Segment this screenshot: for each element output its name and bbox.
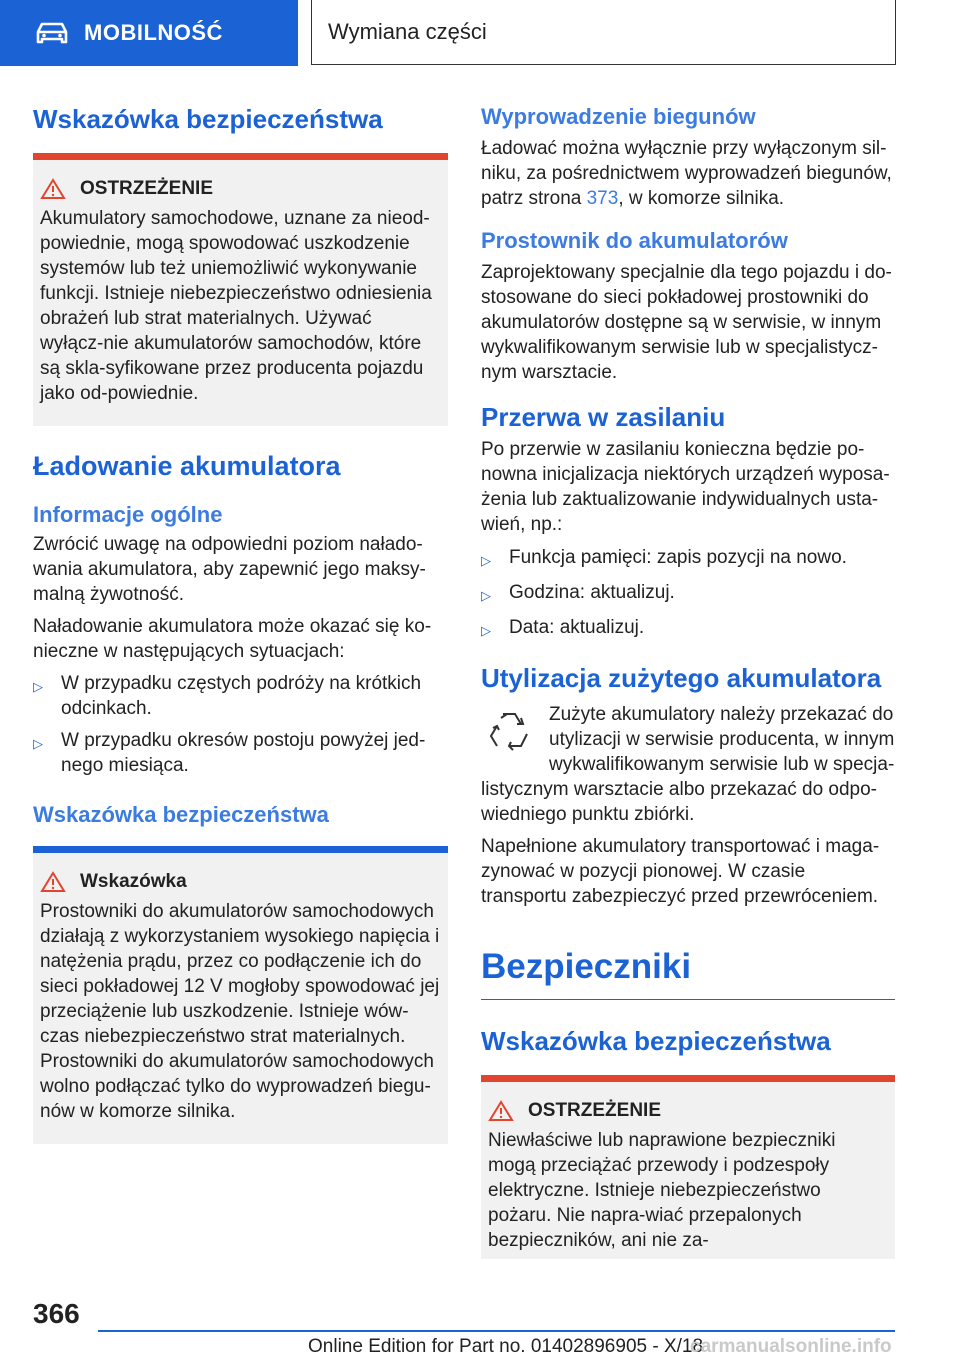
bullet-triangle-icon: ▷ bbox=[33, 679, 43, 694]
poles-text bbox=[481, 136, 895, 211]
list-item bbox=[481, 545, 895, 573]
left-column bbox=[33, 100, 448, 1144]
note-heading bbox=[40, 871, 440, 893]
list-item bbox=[33, 671, 448, 721]
footer-divider bbox=[98, 1330, 895, 1332]
disposal-text-2: Napełnione akumulatory transportować i maga-zynować w pozycji pionowej. W czasie transportu zabezpieczyć przed przewróceniem. bbox=[481, 836, 880, 907]
bullet-text: Godzina: aktualizuj. bbox=[509, 582, 675, 603]
warning-triangle-icon bbox=[488, 1100, 514, 1122]
note-box bbox=[33, 853, 448, 1144]
poles-text-b: , w komorze silnika. bbox=[618, 188, 785, 209]
outage-title: Przerwa w zasilaniu bbox=[481, 402, 726, 432]
warning-bar-red-2 bbox=[481, 1075, 895, 1082]
warning-text-2: Niewłaściwe lub naprawione bezpieczniki mogą przeciążać przewody i podzespoły elektryczne. Istnieje niebezpieczeństwo pożaru. Nie napra-wiać przepalonych bezpieczników, ani nie za- bbox=[488, 1130, 836, 1251]
charging-title: Ładowanie akumulatora bbox=[33, 451, 341, 481]
fuses-title: Bezpieczniki bbox=[481, 947, 692, 986]
chapter-header bbox=[311, 0, 896, 65]
safety-title-3: Wskazówka bezpieczeństwa bbox=[481, 1026, 831, 1056]
chapter-title: Wymiana części bbox=[328, 19, 487, 44]
bullet-text: Funkcja pamięci: zapis pozycji na nowo. bbox=[509, 547, 847, 568]
bullet-text: W przypadku częstych podróży na krótkich odcinkach. bbox=[61, 673, 422, 719]
bullet-text: W przypadku okresów postoju powyżej jed-nego miesiąca. bbox=[61, 730, 426, 776]
warning-triangle-icon bbox=[40, 871, 66, 893]
warning-triangle-icon bbox=[40, 178, 66, 200]
charger-text: Zaprojektowany specjalnie dla tego pojazdu i do-stosowane do sieci pokładowej prostowniki do akumulatorów dostępne są w serwisie, w innym wykwalifikowanym serwisie lub w specjalistycz-nym warsztacie. bbox=[481, 262, 892, 383]
recycle-icon bbox=[483, 706, 535, 758]
list-item bbox=[33, 728, 448, 778]
warning-bar-red bbox=[33, 153, 448, 160]
charger-title: Prostownik do akumulatorów bbox=[481, 228, 788, 253]
warning-heading-2 bbox=[488, 1100, 887, 1122]
edition-text: Online Edition for Part no. 01402896905 - X/18 bbox=[308, 1336, 704, 1357]
section-tab[interactable] bbox=[0, 0, 298, 66]
note-text: Prostowniki do akumulatorów samochodowych działają z wykorzystaniem wysokiego napięcia i natężenia prądu, przez co podłączenie ich do sieci pokładowej 12 V mogłoby spowodować jej przeciążenie lub uszkodzenie. Istnieje wów-czas niebezpieczeństwo strat materialnych. Prostowniki do akumulatorów samochodowych wolno podłączać tylko do wyprowadzeń biegu-nów w komorze silnika. bbox=[40, 901, 440, 1122]
note-bar-blue bbox=[33, 846, 448, 853]
bullet-triangle-icon: ▷ bbox=[481, 553, 491, 568]
section-label: MOBILNOŚĆ bbox=[84, 20, 223, 45]
warning-heading-1 bbox=[40, 178, 440, 200]
general-paragraph-2: Naładowanie akumulatora może okazać się ko-nieczne w następujących sytuacjach: bbox=[33, 616, 432, 662]
general-paragraph-1: Zwrócić uwagę na odpowiedni poziom nałado-wania akumulatora, aby zapewnić jego maksy-malną żywotność. bbox=[33, 534, 426, 605]
poles-title: Wyprowadzenie biegunów bbox=[481, 104, 756, 129]
warning-box-1 bbox=[33, 160, 448, 426]
poles-text-a: Ładować można wyłącznie przy wyłączonym sil-niku, za pośrednictwem wyprowadzeń biegunów, patrz strona bbox=[481, 138, 892, 209]
fuses-divider bbox=[481, 999, 895, 1000]
warning-text-1: Akumulatory samochodowe, uznane za nieod-powiednie, mogą spowodować uszkodzenie systemów lub też uniemożliwić wykonywanie funkcji. Istnieje niebezpieczeństwo odniesienia obrażeń lub strat materialnych. Używać wyłącz-nie akumulatorów samochodów, które są skla-syfikowane przez producenta pojazdu jako od-powiednie. bbox=[40, 208, 432, 404]
disposal-text: Zużyte akumulatory należy przekazać do utylizacji w serwisie producenta, w innym wykwalifikowanym serwisie lub w specja-listycznym warsztacie albo przekazać do odpo-wiedniego punktu zbiórki. bbox=[481, 704, 895, 825]
watermark: carmanualsonline.info bbox=[690, 1336, 892, 1357]
bullet-text: Data: aktualizuj. bbox=[509, 617, 645, 638]
safety-title-2: Wskazówka bezpieczeństwa bbox=[33, 802, 329, 827]
bullet-triangle-icon: ▷ bbox=[481, 588, 491, 603]
list-item bbox=[481, 615, 895, 643]
bullet-list bbox=[33, 671, 448, 778]
disposal-title: Utylizacja zużytego akumulatora bbox=[481, 663, 882, 693]
warning-heading-text-2: OSTRZEŻENIE bbox=[528, 1100, 662, 1121]
general-subtitle: Informacje ogólne bbox=[33, 502, 223, 527]
list-item bbox=[481, 580, 895, 608]
page-number: 366 bbox=[33, 1298, 80, 1329]
outage-text: Po przerwie w zasilaniu konieczna będzie po-nowna inicjalizacja niektórych urządzeń wyposa-żenia lub zaktualizowanie indywidualnych usta-wień, np.: bbox=[481, 439, 890, 535]
safety-title-1: Wskazówka bezpieczeństwa bbox=[33, 104, 383, 134]
bullet-triangle-icon: ▷ bbox=[33, 736, 43, 751]
right-column bbox=[481, 100, 895, 1259]
bullet-triangle-icon: ▷ bbox=[481, 623, 491, 638]
car-icon bbox=[34, 20, 70, 46]
note-heading-text: Wskazówka bbox=[80, 871, 187, 892]
warning-heading-text: OSTRZEŻENIE bbox=[80, 178, 214, 199]
warning-box-2 bbox=[481, 1082, 895, 1259]
page-link-373[interactable]: 373 bbox=[586, 188, 619, 209]
outage-bullet-list bbox=[481, 545, 895, 643]
disposal-block bbox=[481, 702, 895, 827]
